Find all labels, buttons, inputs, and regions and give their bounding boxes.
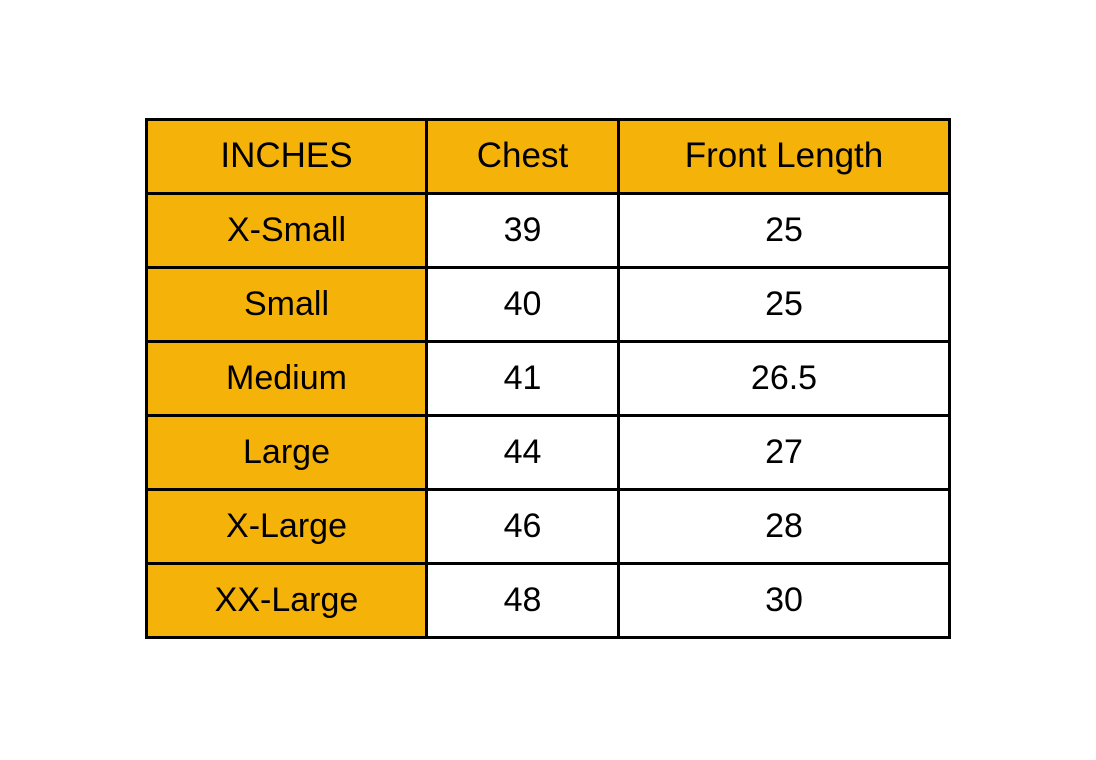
size-chart-container [145, 118, 948, 639]
cell-front-length: 28 [619, 490, 950, 564]
cell-size-name: XX-Large [147, 564, 427, 638]
cell-chest: 40 [427, 268, 619, 342]
cell-chest: 39 [427, 194, 619, 268]
cell-front-length: 25 [619, 194, 950, 268]
column-header-front-length: Front Length [619, 120, 950, 194]
column-header-inches: INCHES [147, 120, 427, 194]
cell-chest: 46 [427, 490, 619, 564]
cell-front-length: 25 [619, 268, 950, 342]
cell-chest: 44 [427, 416, 619, 490]
column-header-chest: Chest [427, 120, 619, 194]
size-chart-body [147, 194, 950, 638]
size-chart-table [145, 118, 951, 639]
cell-size-name: X-Large [147, 490, 427, 564]
cell-front-length: 27 [619, 416, 950, 490]
table-row [147, 490, 950, 564]
table-row [147, 564, 950, 638]
table-row [147, 194, 950, 268]
cell-size-name: Large [147, 416, 427, 490]
cell-size-name: Medium [147, 342, 427, 416]
cell-chest: 48 [427, 564, 619, 638]
cell-size-name: Small [147, 268, 427, 342]
cell-chest: 41 [427, 342, 619, 416]
size-chart-header [147, 120, 950, 194]
table-row [147, 342, 950, 416]
cell-size-name: X-Small [147, 194, 427, 268]
table-row [147, 268, 950, 342]
cell-front-length: 26.5 [619, 342, 950, 416]
table-row [147, 416, 950, 490]
cell-front-length: 30 [619, 564, 950, 638]
table-header-row [147, 120, 950, 194]
